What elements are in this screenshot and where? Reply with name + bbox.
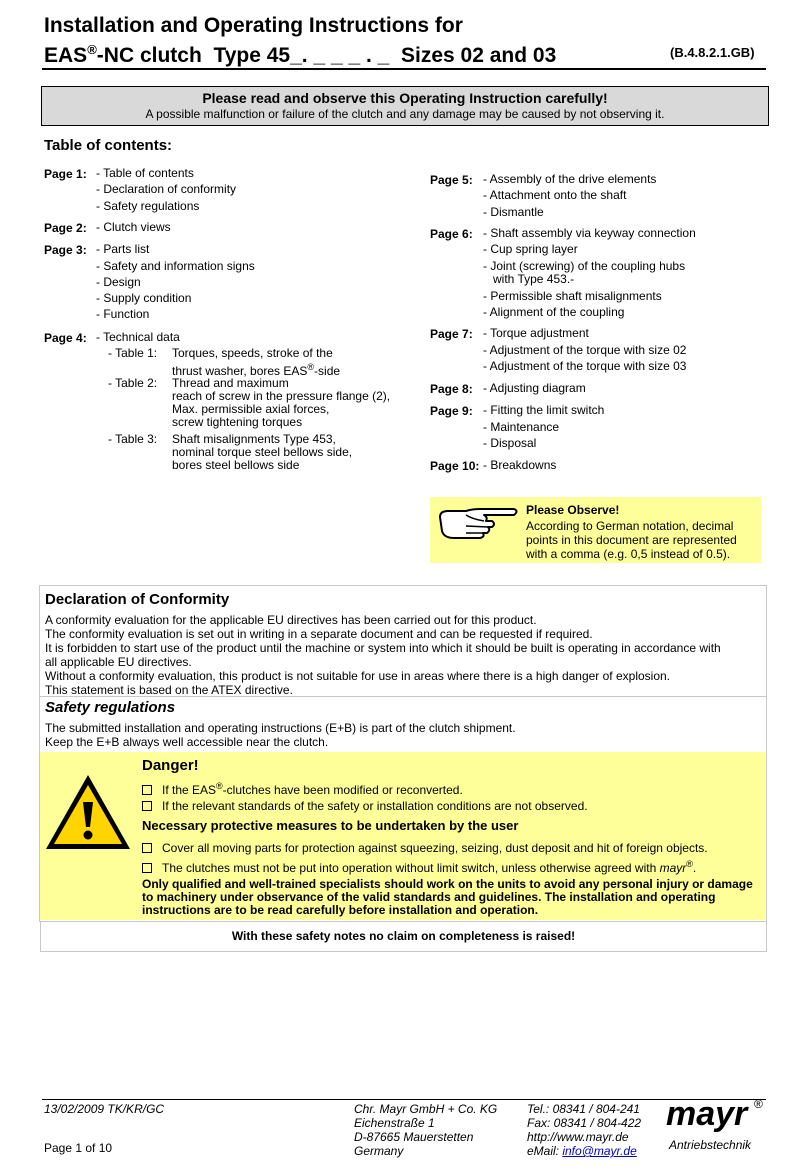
safety-note: With these safety notes no claim on completeness is raised! (231, 929, 576, 943)
toc-page-label: Page 5: (430, 173, 473, 187)
toc-item: - Maintenance (483, 420, 560, 434)
danger-title: Danger! (142, 757, 199, 774)
footer-email-link[interactable]: info@mayr.de (562, 1144, 637, 1158)
toc-page-label: Page 10: (430, 459, 480, 473)
logo-reg: ® (754, 1097, 763, 1111)
toc-table-label: - Table 3: (108, 432, 158, 446)
footer-web[interactable]: http://www.mayr.de (527, 1130, 629, 1144)
observe-box (430, 497, 761, 563)
toc-table-label: - Table 1: (108, 346, 158, 360)
footer-contact: Tel.: 08341 / 804-241 Fax: 08341 / 804-422 http://www.mayr.de eMail: info@mayr.de (527, 1102, 642, 1158)
toc-item: - Clutch views (96, 220, 171, 234)
toc-item: with Type 453.- (483, 272, 575, 286)
toc-item: - Parts list (96, 242, 150, 256)
toc-table-line: screw tightening torques (172, 415, 303, 429)
toc-item: - Design (96, 275, 141, 289)
toc-item: - Cup spring layer (483, 242, 578, 256)
toc-table-line: Torques, speeds, stroke of the (172, 346, 333, 360)
danger-item: If the relevant standards of the safety or installation conditions are not observed. (142, 799, 588, 813)
toc-item: - Alignment of the coupling (483, 305, 625, 319)
safety-text: The submitted installation and operating instructions (E+B) is part of the clutch shipment. Keep the E+B always well accessible near the clutch. (45, 721, 516, 749)
toc-table-line: nominal torque steel bellows side, (172, 445, 353, 459)
safety-title: Safety regulations (45, 699, 176, 716)
footer-rule (42, 1099, 766, 1100)
toc-page-label: Page 1: (44, 167, 87, 181)
doc-code: (B.4.8.2.1.GB) (670, 45, 755, 60)
logo-subtitle: Antriebstechnik (669, 1138, 752, 1152)
toc-table-line: thrust washer, bores EAS®-side (172, 362, 341, 378)
measure-item: The clutches must not be put into operation without limit switch, unless otherwise agreed with mayr®. (142, 859, 696, 875)
toc-page-label: Page 3: (44, 243, 87, 257)
toc-item: - Disposal (483, 436, 537, 450)
toc-item: - Adjusting diagram (483, 381, 586, 395)
toc-item: - Adjustment of the torque with size 02 (483, 343, 687, 357)
toc-item: - Torque adjustment (483, 326, 589, 340)
conformity-section (39, 585, 767, 697)
safety-note-row (40, 921, 767, 952)
toc-page-label: Page 2: (44, 221, 87, 235)
toc-page-label: Page 7: (430, 327, 473, 341)
danger-item: If the EAS®-clutches have been modified or reconverted. (142, 781, 463, 797)
danger-box (40, 752, 765, 920)
toc-item: - Attachment onto the shaft (483, 188, 627, 202)
toc-item: - Joint (screwing) of the coupling hubs (483, 259, 686, 273)
toc-item: - Technical data (96, 330, 180, 344)
toc-item: - Table of contents (96, 166, 194, 180)
footer-page: Page 1 of 10 (44, 1141, 113, 1155)
footer-company: Chr. Mayr GmbH + Co. KG Eichenstraße 1 D-87665 Mauerstetten Germany (354, 1102, 498, 1158)
toc-item: - Shaft assembly via keyway connection (483, 226, 696, 240)
mayr-logo: mayr (666, 1095, 748, 1133)
notice-title: Please read and observe this Operating Instruction carefully! (202, 90, 608, 106)
title-line-1: Installation and Operating Instructions for (44, 14, 463, 37)
observe-text: According to German notation, decimal points in this document are represented with a comma (e.g. 0,5 instead of 0.5). (526, 519, 737, 561)
toc-item: - Dismantle (483, 205, 544, 219)
toc-page-label: Page 4: (44, 331, 87, 345)
toc-item: - Safety and information signs (96, 259, 255, 273)
conformity-title: Declaration of Conformity (45, 591, 230, 608)
toc-item: - Breakdowns (483, 458, 557, 472)
toc-page-label: Page 8: (430, 382, 473, 396)
toc-item: - Fitting the limit switch (483, 403, 605, 417)
toc-table-line: Thread and maximum (172, 376, 289, 390)
toc-item: - Function (96, 307, 150, 321)
toc-page-label: Page 9: (430, 404, 473, 418)
warning-triangle-icon (43, 772, 133, 852)
toc-table-line: Max. permissible axial forces, (172, 402, 330, 416)
toc-table-line: reach of screw in the pressure flange (2), (172, 389, 391, 403)
danger-bold-note: Only qualified and well-trained specialists should work on the units to avoid any personal injury or damage to machinery under observance of the valid standards and guidelines. The installation and operating instructions are to be read carefully before installation and operation. (142, 877, 753, 917)
toc-item: - Declaration of conformity (96, 182, 237, 196)
footer-date: 13/02/2009 TK/KR/GC (44, 1102, 165, 1116)
toc-item: - Safety regulations (96, 199, 200, 213)
measure-item: Cover all moving parts for protection against squeezing, seizing, dust deposit and hit of foreign objects. (142, 841, 708, 855)
toc-table-label: - Table 2: (108, 376, 158, 390)
observe-title: Please Observe! (526, 503, 620, 517)
toc-table-line: Shaft misalignments Type 453, (172, 432, 336, 446)
toc-page-label: Page 6: (430, 227, 473, 241)
conformity-text: A conformity evaluation for the applicable EU directives has been carried out for this product. The conformity evaluation is set out in writing in a separate document and can be requested if required. It is forbidden to start use of the product until the machine or system into which it should be built is operating in accordance with all applicable EU directives. Without a conformity evaluation, this product is not suitable for use in areas where there is a high danger of explosion. This statement is based on the ATEX directive. (45, 613, 721, 697)
toc-item: - Assembly of the drive elements (483, 172, 657, 186)
notice-subtitle: A possible malfunction or failure of the clutch and any damage may be caused by not observing it. (145, 107, 665, 121)
header-rule (42, 68, 766, 70)
toc-item: - Adjustment of the torque with size 03 (483, 359, 687, 373)
toc-item: - Supply condition (96, 291, 192, 305)
notice-box (41, 86, 769, 126)
title-line-2: EAS®-NC clutch Type 45_. _ _ _ . _ Sizes 02 and 03 (44, 42, 557, 67)
pointing-hand-icon (436, 503, 520, 543)
measures-title: Necessary protective measures to be undertaken by the user (142, 818, 519, 833)
toc-item: - Permissible shaft misalignments (483, 289, 662, 303)
toc-title: Table of contents: (44, 137, 173, 154)
toc-table-line: bores steel bellows side (172, 458, 300, 472)
